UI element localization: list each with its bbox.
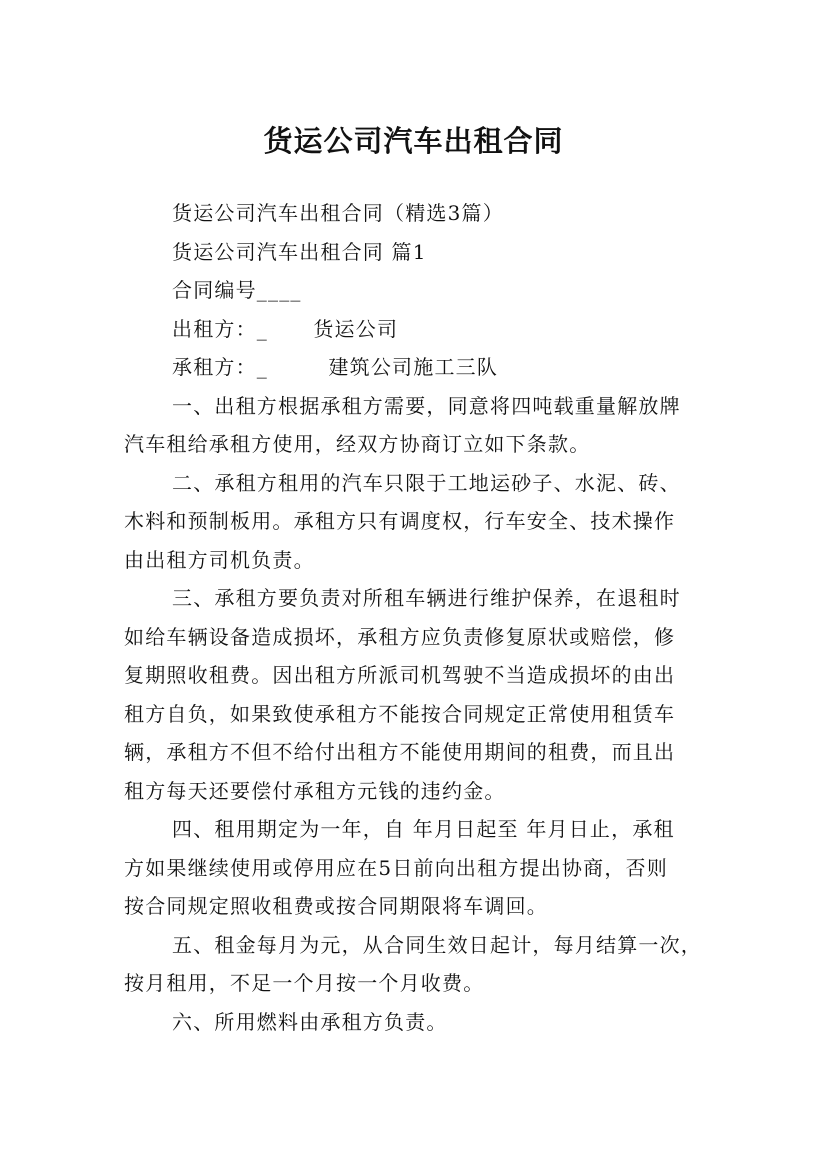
text-line: 合同编号____	[172, 278, 302, 302]
text-line: 五、租金每月为元，从合同生效日起计，每月结算一次，	[172, 932, 702, 957]
text-line: 按合同规定照收租费或按合同期限将车调回。	[124, 894, 548, 918]
text-line: 货运公司汽车出租合同（精选3篇）	[172, 201, 504, 225]
text-line: 租方自负，如果致使承租方不能按合同规定正常使用租赁车	[124, 701, 676, 726]
text-line: 二、承租方租用的汽车只限于工地运砂子、水泥、砖、	[172, 470, 681, 495]
text-line: 复期照收租费。因出租方所派司机驾驶不当造成损坏的由出	[124, 663, 676, 687]
text-line: 三、承租方要负责对所租车辆进行维护保养，在退租时	[172, 586, 681, 610]
text-line: 货运公司汽车出租合同 篇1	[172, 239, 427, 264]
contract-body	[124, 194, 714, 1041]
text-line: 承租方：_ 建筑公司施工三队	[172, 355, 499, 379]
text-line: 按月租用，不足一个月按一个月收费。	[124, 971, 485, 995]
text-line: 一、出租方根据承租方需要，同意将四吨载重量解放牌	[172, 393, 681, 418]
text-line: 由出租方司机负责。	[124, 547, 315, 572]
text-line: 辆，承租方不但不给付出租方不能使用期间的租费，而且出	[124, 740, 676, 764]
text-line: 木料和预制板用。承租方只有调度权，行车安全、技术操作	[124, 509, 676, 533]
text-line: 四、租用期定为一年，自 年月日起至 年月日止，承租	[172, 817, 675, 841]
text-line: 出租方：_ 货运公司	[172, 316, 399, 341]
text-line: 汽车租给承租方使用，经双方协商订立如下条款。	[124, 432, 591, 456]
page-title: 货运公司汽车出租合同	[263, 124, 564, 159]
text-line: 租方每天还要偿付承租方元钱的违约金。	[124, 778, 506, 803]
text-line: 六、所用燃料由承租方负责。	[172, 1009, 448, 1034]
text-line: 如给车辆设备造成损坏，承租方应负责修复原状或赔偿，修	[124, 624, 676, 649]
text-line: 方如果继续使用或停用应在5日前向出租方提出协商，否则	[124, 855, 668, 880]
